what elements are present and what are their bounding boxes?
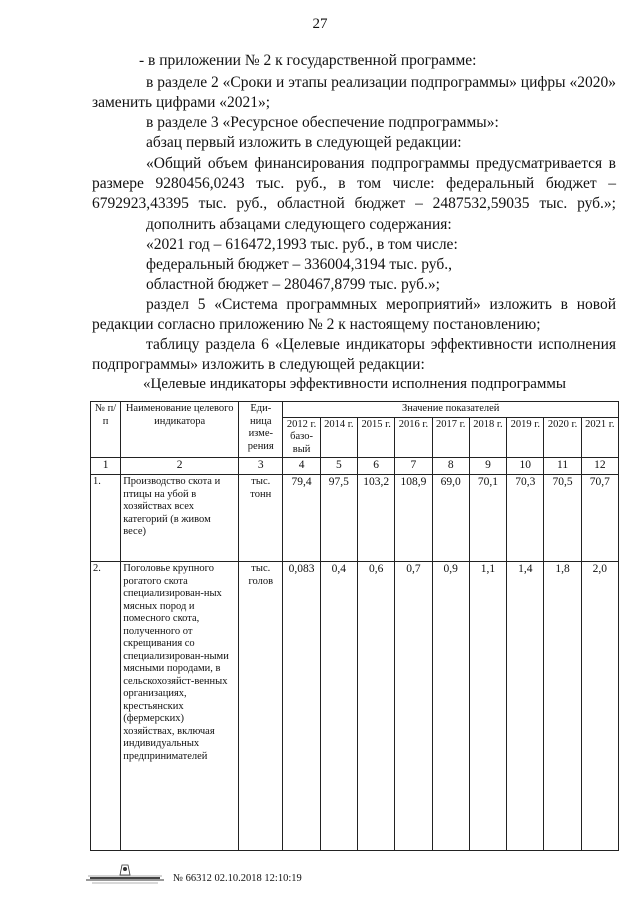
header-values: Значение показателей [283,402,619,418]
paragraph-line: абзац первый изложить в следующей редакции: [146,134,462,151]
header-year: 2018 г. [469,417,506,458]
paragraph-line: раздел 5 «Система программных мероприятий» изложить в новой [146,296,616,313]
row-num: 2. [91,562,121,851]
paragraph-line: «2021 год – 616472,1993 тыс. руб., в том числе: [146,236,458,253]
row-value: 70,1 [469,475,506,562]
header-year: 2014 г. [320,417,357,458]
row-value: 0,9 [432,562,469,851]
paragraph-line: размере 9280456,0243 тыс. руб., в том числе: федеральный бюджет – [92,175,616,192]
column-number: 7 [395,458,432,475]
column-number: 5 [320,458,357,475]
document-registration [173,873,302,884]
table-caption: «Целевые индикаторы эффективности исполнения подпрограммы [143,376,566,392]
header-year: 2021 г. [581,417,618,458]
header-year: 2012 г. базо-вый [283,417,320,458]
table-row [91,475,619,562]
paragraph-line: подпрограммы» изложить в следующей редакции: [92,356,425,373]
column-number: 10 [507,458,544,475]
row-value: 97,5 [320,475,357,562]
row-value: 0,6 [358,562,395,851]
row-value: 0,7 [395,562,432,851]
emblem-stamp-icon [84,862,166,884]
header-year: 2017 г. [432,417,469,458]
header-year: 2019 г. [507,417,544,458]
row-value: 1,4 [507,562,544,851]
header-num: № п/п [91,402,121,458]
paragraph-line: федеральный бюджет – 336004,3194 тыс. руб., [146,256,452,273]
column-number: 6 [358,458,395,475]
row-value: 0,083 [283,562,320,851]
row-value: 70,7 [581,475,618,562]
paragraph-line: 6792923,43395 тыс. руб., областной бюджет – 2487532,59035 тыс. руб.»; [92,195,616,212]
column-number: 1 [91,458,121,475]
row-value: 103,2 [358,475,395,562]
header-name: Наименование целевого индикатора [121,402,239,458]
paragraph-line: редакции согласно приложению № 2 к настоящему постановлению; [92,316,541,333]
row-indicator-name: Поголовье крупного рогатого скота специализирован-ных мясных пород и помесного скота, полученного от скрещивания со специализирован-ными мясными породами, в сельскохозяйст-венных организациях, крестьянских (фермерских) хозяйствах, включая индивидуальных предпринимателей [121,562,239,851]
row-value: 0,4 [320,562,357,851]
doc-date: 02.10.2018 12:10:19 [214,873,302,884]
row-indicator-name: Производство скота и птицы на убой в хозяйствах всех категорий (в живом весе) [121,475,239,562]
column-number: 11 [544,458,581,475]
row-value: 69,0 [432,475,469,562]
paragraph-line: дополнить абзацами следующего содержания: [146,216,452,233]
header-unit: Еди-ница изме-рения [239,402,283,458]
row-unit: тыс. тонн [239,475,283,562]
header-year: 2020 г. [544,417,581,458]
column-number: 3 [239,458,283,475]
column-number: 2 [121,458,239,475]
row-unit: тыс. голов [239,562,283,851]
paragraph-line: областной бюджет – 280467,8799 тыс. руб.»; [146,276,440,293]
column-number: 9 [469,458,506,475]
row-num: 1. [91,475,121,562]
paragraph-line: заменить цифрами «2021»; [92,94,271,111]
page-number: 27 [312,16,328,32]
row-value: 1,1 [469,562,506,851]
row-value: 1,8 [544,562,581,851]
header-year: 2016 г. [395,417,432,458]
paragraph-line: в разделе 2 «Сроки и этапы реализации подпрограммы» цифры «2020» [146,74,616,91]
row-value: 70,5 [544,475,581,562]
table-row [91,562,619,851]
paragraph-line: «Общий объем финансирования подпрограммы предусматривается в [146,155,616,172]
indicators-table [90,401,619,851]
paragraph-line: таблицу раздела 6 «Целевые индикаторы эффективности исполнения [146,336,616,353]
header-year: 2015 г. [358,417,395,458]
paragraph-line: в разделе 3 «Ресурсное обеспечение подпрограммы»: [146,114,499,131]
column-number: 8 [432,458,469,475]
column-number: 12 [581,458,618,475]
column-number: 4 [283,458,320,475]
row-value: 70,3 [507,475,544,562]
row-value: 2,0 [581,562,618,851]
row-value: 108,9 [395,475,432,562]
paragraph-line: - в приложении № 2 к государственной программе: [139,52,477,69]
row-value: 79,4 [283,475,320,562]
doc-number: № 66312 [173,873,212,884]
